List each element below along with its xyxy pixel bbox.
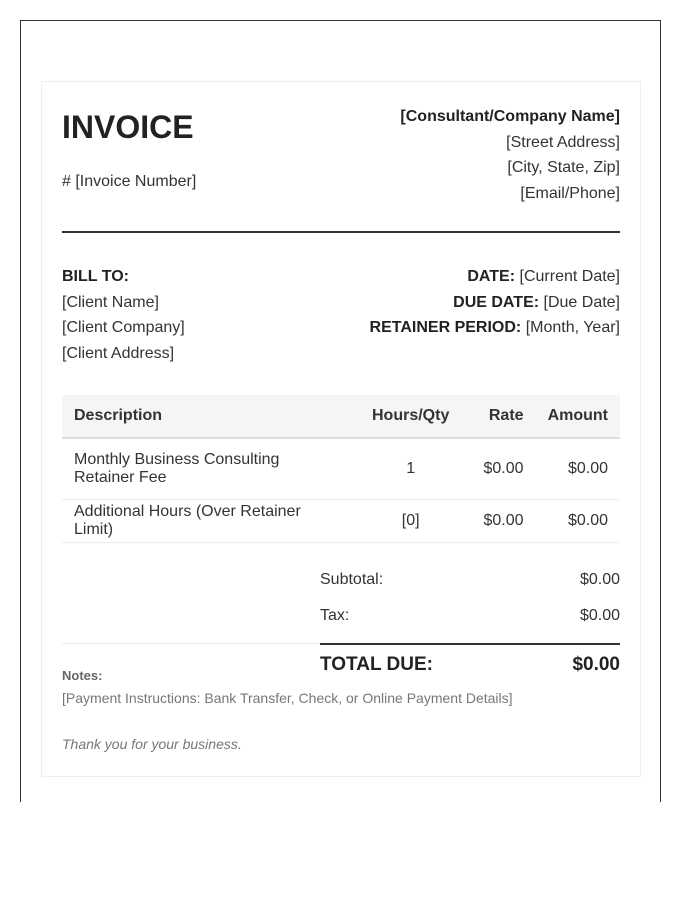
total-due-value: $0.00: [572, 654, 620, 675]
due-date-label: DUE DATE:: [453, 293, 540, 311]
thank-you-text: Thank you for your business.: [62, 736, 242, 752]
retainer-period-line: [370, 315, 620, 341]
company-name: [Consultant/Company Name]: [400, 108, 620, 125]
notes-label: Notes:: [62, 668, 103, 683]
retainer-period-value: [Month, Year]: [525, 319, 620, 337]
item-rate: $0.00: [466, 438, 536, 500]
col-rate: Rate: [466, 395, 536, 438]
total-due-label: TOTAL DUE:: [320, 654, 433, 675]
tax-value: $0.00: [579, 607, 620, 624]
client-address: [Client Address]: [62, 345, 175, 363]
col-amount: Amount: [536, 395, 620, 438]
item-amount: $0.00: [536, 500, 620, 543]
tax-label: Tax:: [320, 607, 350, 624]
invoice-number: # [Invoice Number]: [62, 173, 197, 190]
subtotal-row: [320, 571, 620, 591]
company-contact: [Email/Phone]: [520, 185, 620, 203]
company-street: [Street Address]: [506, 133, 620, 151]
item-qty: [0]: [356, 500, 466, 543]
item-description: Monthly Business Consulting Retainer Fee: [62, 438, 356, 500]
col-hours-qty: Hours/Qty: [356, 395, 466, 438]
item-qty: 1: [356, 438, 466, 500]
header-divider: [62, 231, 620, 233]
table-row: [62, 500, 620, 543]
date-value: [Current Date]: [519, 268, 620, 285]
item-rate: $0.00: [466, 500, 536, 543]
table-row: [62, 438, 620, 500]
company-info: [400, 104, 620, 207]
bill-to: [62, 264, 185, 367]
item-description: Additional Hours (Over Retainer Limit): [62, 500, 356, 543]
tax-row: [320, 607, 620, 627]
client-name: [Client Name]: [62, 293, 159, 311]
notes-text: [Payment Instructions: Bank Transfer, Check, or Online Payment Details]: [62, 690, 513, 706]
col-description: Description: [62, 395, 356, 438]
subtotal-label: Subtotal:: [320, 571, 384, 588]
client-company: [Client Company]: [62, 319, 185, 337]
invoice-title: INVOICE: [62, 109, 194, 145]
subtotal-value: $0.00: [579, 571, 620, 588]
company-city: [City, State, Zip]: [507, 159, 620, 177]
date-line: [370, 264, 620, 290]
item-amount: $0.00: [536, 438, 620, 500]
date-label: DATE:: [467, 268, 516, 285]
invoice-dates: [370, 264, 620, 341]
bill-to-label: BILL TO:: [62, 268, 129, 285]
total-due-divider: [320, 643, 620, 645]
line-items-table: [62, 395, 620, 543]
due-date-line: [370, 290, 620, 316]
table-header-row: [62, 395, 620, 438]
retainer-period-label: RETAINER PERIOD:: [369, 319, 522, 337]
due-date-value: [Due Date]: [543, 293, 620, 311]
